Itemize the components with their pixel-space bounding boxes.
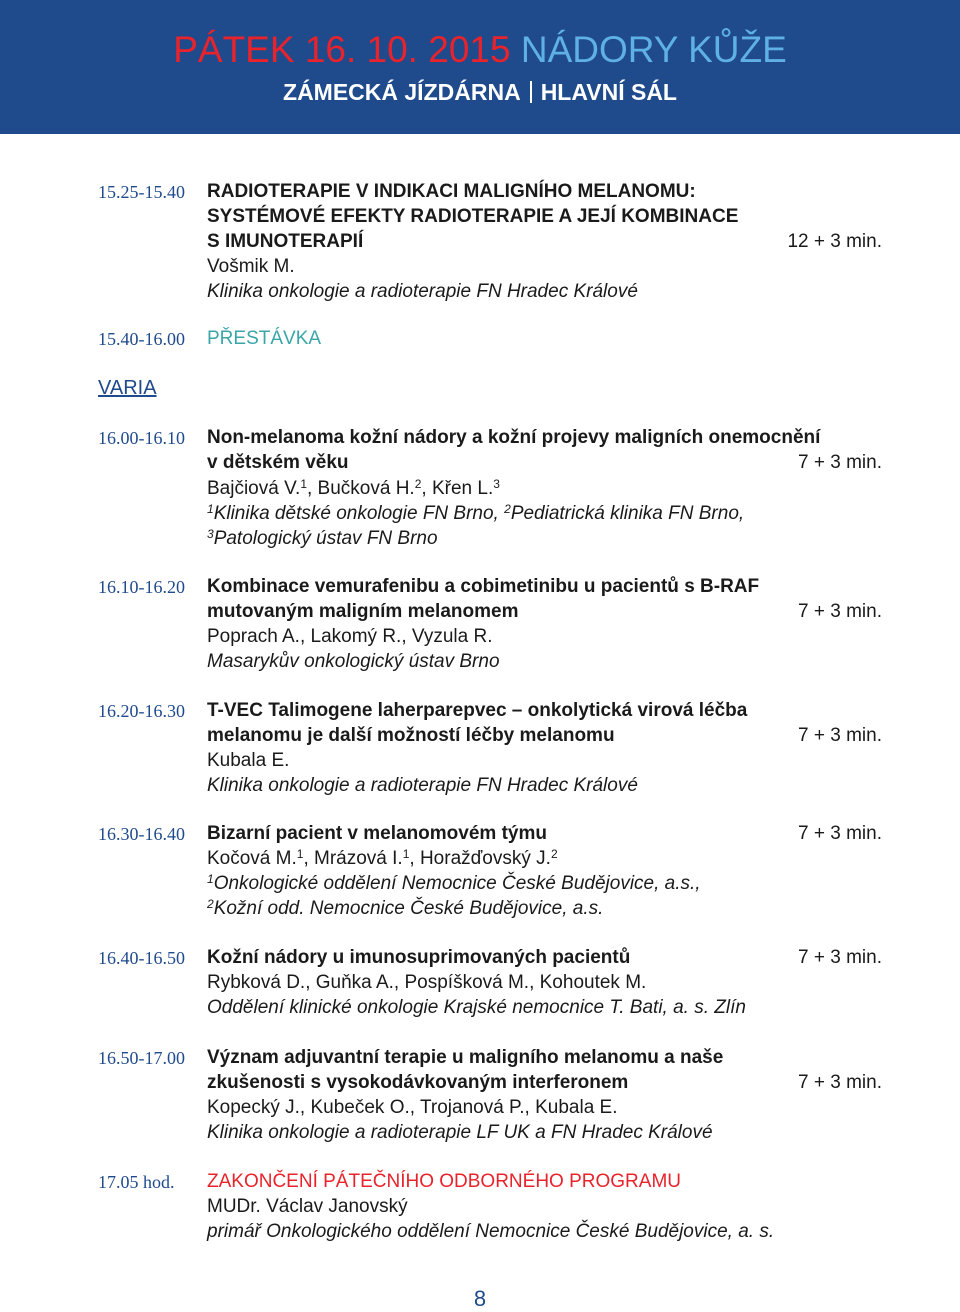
item-title: mutovaným maligním melanomem [207, 601, 519, 622]
superscript: 2 [207, 897, 214, 911]
affiliation-text: Kožní odd. Nemocnice České Budějovice, a.s. [213, 898, 604, 919]
section-title: VARIA [98, 377, 157, 399]
closing-title: ZAKONČENÍ PÁTEČNÍHO ODBORNÉHO PROGRAMU [207, 1171, 681, 1192]
item-title: RADIOTERAPIE V INDIKACI MALIGNÍHO MELANOMU: [207, 181, 696, 202]
venue-name: ZÁMECKÁ JÍZDÁRNA [283, 79, 521, 105]
item-duration: 7 + 3 min. [798, 601, 882, 622]
break-time: 15.40-16.00 [98, 329, 185, 349]
item-duration: 7 + 3 min. [798, 823, 882, 844]
superscript: 1 [300, 477, 307, 491]
item-authors: Vošmik M. [207, 256, 295, 277]
superscript: 1 [296, 847, 304, 861]
page-number: 8 [473, 1286, 487, 1311]
item-time: 15.25-15.40 [98, 182, 185, 202]
superscript: 1 [402, 847, 410, 861]
item-affiliation [207, 526, 438, 551]
affiliation-text: Onkologické oddělení Nemocnice České Budějovice, a.s., [213, 873, 701, 894]
affiliation-text: Patologický ústav FN Brno [213, 528, 438, 549]
item-title: T-VEC Talimogene laherparepvec – onkolytická virová léčba [207, 700, 748, 721]
page-header [0, 0, 960, 134]
author: Kočová M. [207, 848, 297, 869]
superscript: 3 [207, 527, 214, 541]
closing-speaker: MUDr. Václav Janovský [207, 1196, 408, 1217]
item-affiliation: Klinika onkologie a radioterapie LF UK a FN Hradec Králové [207, 1122, 713, 1143]
header-venue [0, 77, 960, 107]
item-title: SYSTÉMOVÉ EFEKTY RADIOTERAPIE A JEJÍ KOMBINACE [207, 206, 739, 227]
superscript: 1 [207, 872, 214, 886]
break-label: PŘESTÁVKA [207, 328, 322, 349]
author: Bajčiová V. [207, 478, 301, 499]
item-affiliation [207, 871, 701, 896]
item-authors: Kubala E. [207, 750, 290, 771]
item-duration: 7 + 3 min. [798, 452, 882, 473]
item-title: Bizarní pacient v melanomovém týmu [207, 823, 547, 844]
affiliation-text: Pediatrická klinika FN Brno, [510, 503, 745, 524]
closing-time: 17.05 hod. [98, 1172, 175, 1192]
item-title: S IMUNOTERAPIÍ [207, 231, 364, 252]
item-affiliation [207, 501, 744, 526]
author: , Horažďovský J. [409, 848, 551, 869]
item-title: Význam adjuvantní terapie u maligního melanomu a naše [207, 1047, 724, 1068]
item-title: v dětském věku [207, 452, 349, 473]
item-time: 16.10-16.20 [98, 577, 185, 597]
superscript: 3 [493, 477, 500, 491]
item-duration: 7 + 3 min. [798, 1072, 882, 1093]
item-time: 16.30-16.40 [98, 824, 185, 844]
item-title: Kombinace vemurafenibu a cobimetinibu u pacientů s B-RAF [207, 576, 760, 597]
item-title: Non-melanoma kožní nádory a kožní projevy maligních onemocnění [207, 427, 821, 448]
item-authors: Poprach A., Lakomý R., Vyzula R. [207, 626, 493, 647]
author: , Křen L. [421, 478, 494, 499]
superscript: 1 [207, 502, 214, 516]
hall-name: HLAVNÍ SÁL [540, 79, 677, 105]
item-title: melanomu je další možností léčby melanomu [207, 725, 615, 746]
superscript: 2 [550, 847, 558, 861]
superscript: 2 [414, 477, 422, 491]
venue-separator [530, 81, 532, 103]
item-time: 16.50-17.00 [98, 1048, 185, 1068]
header-date: PÁTEK 16. 10. 2015 [173, 29, 511, 70]
item-affiliation: Klinika onkologie a radioterapie FN Hradec Králové [207, 281, 638, 302]
affiliation-text: Klinika dětské onkologie FN Brno, [213, 503, 505, 524]
item-title: zkušenosti s vysokodávkovaným interferonem [207, 1072, 629, 1093]
superscript: 2 [504, 502, 511, 516]
author: , Bučková H. [307, 478, 415, 499]
item-time: 16.00-16.10 [98, 428, 185, 448]
item-duration: 7 + 3 min. [798, 725, 882, 746]
item-time: 16.40-16.50 [98, 948, 185, 968]
item-authors: Kopecký J., Kubeček O., Trojanová P., Kubala E. [207, 1097, 618, 1118]
item-affiliation: Klinika onkologie a radioterapie FN Hradec Králové [207, 775, 638, 796]
header-session: NÁDORY KŮŽE [520, 29, 787, 70]
header-title [0, 26, 960, 74]
item-affiliation [207, 896, 603, 921]
item-authors: Rybková D., Guňka A., Pospíšková M., Kohoutek M. [207, 972, 647, 993]
item-authors [207, 476, 500, 501]
closing-role: primář Onkologického oddělení Nemocnice České Budějovice, a. s. [207, 1221, 775, 1242]
item-duration: 12 + 3 min. [787, 231, 882, 252]
item-title: Kožní nádory u imunosuprimovaných pacientů [207, 947, 631, 968]
author: , Mrázová I. [303, 848, 403, 869]
item-affiliation: Oddělení klinické onkologie Krajské nemocnice T. Bati, a. s. Zlín [207, 997, 746, 1018]
item-authors [207, 846, 558, 871]
item-time: 16.20-16.30 [98, 701, 185, 721]
item-duration: 7 + 3 min. [798, 947, 882, 968]
item-affiliation: Masarykův onkologický ústav Brno [207, 651, 500, 672]
